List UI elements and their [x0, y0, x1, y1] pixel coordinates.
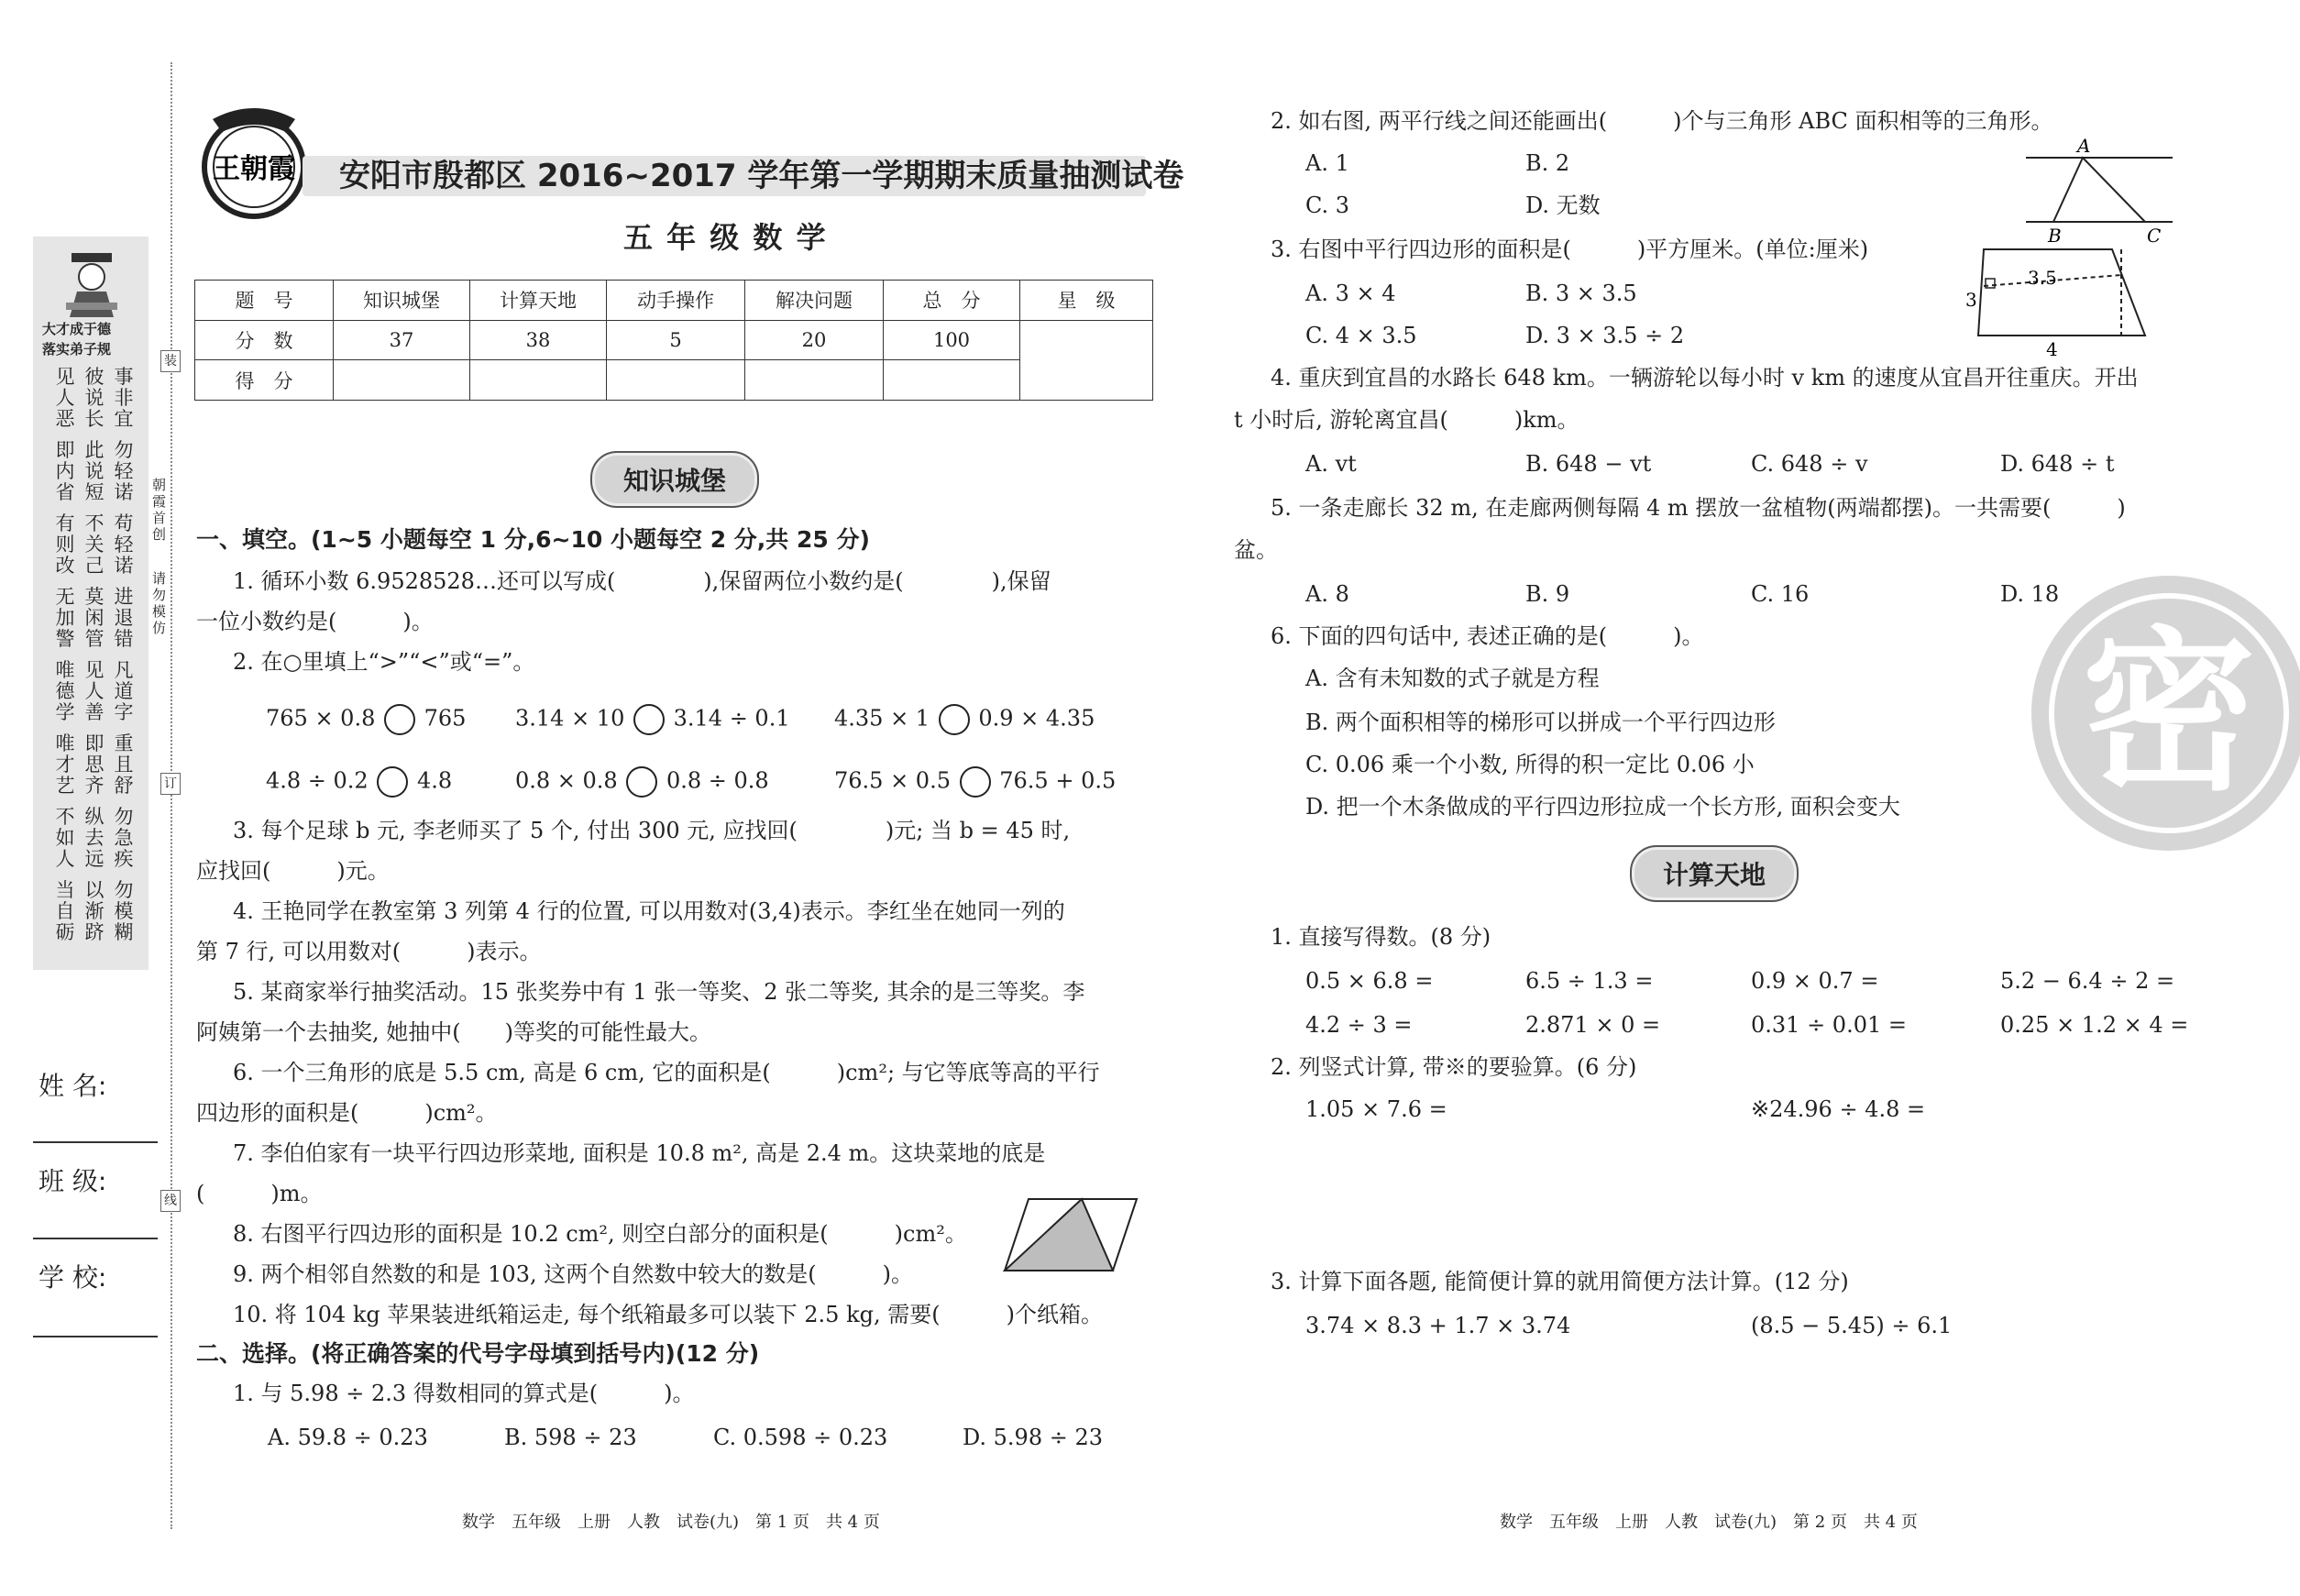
- compare-item: 4.35 × 1 0.9 × 4.35: [834, 704, 1095, 735]
- brand-logo: [194, 101, 314, 229]
- q5-line2: 阿姨第一个去抽奖, 她抽中( )等奖的可能性最大。: [196, 1019, 711, 1045]
- q9: 9. 两个相邻自然数的和是 103, 这两个自然数中较大的数是( )。: [233, 1261, 913, 1287]
- calc-q3: 3. 计算下面各题, 能简便计算的就用简便方法计算。(12 分): [1271, 1269, 1849, 1294]
- choice6: 6. 下面的四句话中, 表述正确的是( )。: [1271, 623, 1704, 649]
- name-label: 姓 名:: [39, 1071, 107, 1101]
- label-a: A: [2077, 136, 2091, 157]
- choice5-opt: C. 16: [1751, 581, 1810, 607]
- calc-q1: 1. 直接写得数。(8 分): [1271, 924, 1491, 950]
- motto-column: 见人恶: [55, 366, 75, 430]
- compare-item: 4.8 ÷ 0.2 4.8: [266, 766, 452, 798]
- compare-circle[interactable]: [377, 766, 408, 798]
- q8: 8. 右图平行四边形的面积是 10.2 cm², 则空白部分的面积是( )cm²。: [233, 1221, 967, 1247]
- choice1: 1. 与 5.98 ÷ 2.3 得数相同的算式是( )。: [233, 1381, 695, 1406]
- label-base: 4: [2046, 338, 2058, 359]
- footer-right: 数学 五年级 上册 人教 试卷(九) 第 2 页 共 4 页: [1500, 1513, 1918, 1532]
- label-b: B: [2048, 225, 2062, 246]
- motto-column: 即内省: [55, 439, 75, 503]
- calc-item: 0.5 × 6.8 =: [1305, 968, 1434, 994]
- q5-line1: 5. 某商家举行抽奖活动。15 张奖券中有 1 张一等奖、2 张二等奖, 其余的是三等奖。李: [233, 979, 1085, 1005]
- points-cell: 20: [745, 320, 884, 360]
- points-cell: 100: [884, 320, 1020, 360]
- choice5-opt: B. 9: [1525, 581, 1570, 607]
- part1-heading: 一、填空。(1~5 小题每空 1 分,6~10 小题每空 2 分,共 25 分): [196, 526, 870, 553]
- class-line[interactable]: [33, 1238, 158, 1239]
- got-cell[interactable]: [607, 360, 745, 401]
- got-cell[interactable]: [334, 360, 470, 401]
- calc-item: 1.05 × 7.6 =: [1305, 1096, 1447, 1122]
- logo-text: 王朝霞: [213, 153, 295, 185]
- choice4-opt: B. 648 − vt: [1525, 451, 1652, 477]
- compare-circle[interactable]: [626, 766, 657, 798]
- choice2-opt: B. 2: [1525, 150, 1570, 176]
- score-header: 总 分: [884, 281, 1020, 321]
- points-cell: 38: [470, 320, 607, 360]
- compare-circle[interactable]: [960, 766, 991, 798]
- calc-item: 3.74 × 8.3 + 1.7 × 3.74: [1305, 1313, 1571, 1338]
- motto-column: 不如人: [55, 806, 75, 870]
- choice5-opt: A. 8: [1305, 581, 1349, 607]
- triangle-figure: [2026, 136, 2173, 246]
- motto-column: 纵去远: [84, 806, 105, 870]
- calc-item: ※24.96 ÷ 4.8 =: [1751, 1096, 1926, 1122]
- motto-strip: [33, 237, 149, 970]
- calc-q2: 2. 列竖式计算, 带※的要验算。(6 分): [1271, 1054, 1637, 1080]
- choice4-opt: D. 648 ÷ t: [2000, 451, 2115, 477]
- q7-line2: ( )m。: [196, 1181, 323, 1206]
- choice3-opt: A. 3 × 4: [1305, 281, 1396, 306]
- side-note-2: 请勿模仿: [152, 570, 167, 636]
- motto-line-1: 大才成于德: [42, 321, 112, 337]
- compare-item: 0.8 × 0.8 0.8 ÷ 0.8: [515, 766, 769, 798]
- score-header: 动手操作: [607, 281, 745, 321]
- motto-column: 勿轻诺: [114, 439, 134, 503]
- scholar-icon: [55, 246, 128, 319]
- motto-column: 即思齐: [84, 732, 105, 797]
- calc-item: 4.2 ÷ 3 =: [1305, 1012, 1413, 1038]
- q6-line1: 6. 一个三角形的底是 5.5 cm, 高是 6 cm, 它的面积是( )cm²; 与它等底等高的平行: [233, 1060, 1100, 1085]
- choice4-opt: C. 648 ÷ v: [1751, 451, 1868, 477]
- class-label: 班 级:: [39, 1166, 107, 1196]
- choice2: 2. 如右图, 两平行线之间还能画出( )个与三角形 ABC 面积相等的三角形。: [1271, 108, 2053, 134]
- motto-column: 莫闲管: [84, 586, 105, 650]
- label-side: 3: [1965, 289, 1977, 311]
- choice4-opt: A. vt: [1305, 451, 1357, 477]
- choice2-opt: A. 1: [1305, 150, 1349, 176]
- motto-column: 见人善: [84, 659, 105, 723]
- stamp-char: 密: [2081, 611, 2256, 814]
- motto-column: 重且舒: [114, 732, 134, 797]
- choice1-opt: A. 59.8 ÷ 0.23: [268, 1425, 428, 1450]
- calc-item: 0.31 ÷ 0.01 =: [1751, 1012, 1907, 1038]
- motto-column: 勿模糊: [114, 879, 134, 943]
- choice4-line1: 4. 重庆到宜昌的水路长 648 km。一辆游轮以每小时 v km 的速度从宜昌开往重庆。开出: [1271, 365, 2139, 391]
- motto-column: 凡道字: [114, 659, 134, 723]
- motto-column: 以渐跻: [84, 879, 105, 943]
- choice3-opt: D. 3 × 3.5 ÷ 2: [1525, 323, 1685, 348]
- q6-line2: 四边形的面积是( )cm²。: [196, 1100, 498, 1126]
- parallelogram-figure-2: [1965, 240, 2149, 359]
- choice3-opt: B. 3 × 3.5: [1525, 281, 1637, 306]
- q4-line2: 第 7 行, 可以用数对( )表示。: [196, 939, 542, 964]
- exam-title: 安阳市殷都区 2016~2017 学年第一学期期末质量抽测试卷: [339, 158, 1184, 194]
- secret-stamp: [2031, 576, 2300, 851]
- choice1-opt: D. 5.98 ÷ 23: [963, 1425, 1103, 1450]
- points-cell: 37: [334, 320, 470, 360]
- label-height: 3.5: [2028, 267, 2057, 289]
- school-label: 学 校:: [39, 1262, 107, 1293]
- choice6-opt: A. 含有未知数的式子就是方程: [1305, 666, 1600, 691]
- motto-column: 不关己: [84, 512, 105, 577]
- binding-mark-2: 订: [160, 773, 181, 795]
- compare-item: 76.5 × 0.5 76.5 + 0.5: [834, 766, 1116, 798]
- score-header: 知识城堡: [334, 281, 470, 321]
- score-header: 题 号: [195, 281, 334, 321]
- q3-line1: 3. 每个足球 b 元, 李老师买了 5 个, 付出 300 元, 应找回( )元; 当 b = 45 时,: [233, 818, 1071, 843]
- q4-line1: 4. 王艳同学在教室第 3 列第 4 行的位置, 可以用数对(3,4)表示。李红坐在她同一列的: [233, 898, 1065, 924]
- q2: 2. 在○里填上“>”“<”或“=”。: [233, 649, 535, 675]
- q1-line1: 1. 循环小数 6.9528528…还可以写成( ),保留两位小数约是( ),保留: [233, 568, 1051, 594]
- calc-item: 2.871 × 0 =: [1525, 1012, 1661, 1038]
- motto-column: 唯才艺: [55, 732, 75, 797]
- binding-mark-3: 线: [160, 1190, 181, 1212]
- section-badge-calc: 计算天地: [1630, 845, 1799, 902]
- exam-subtitle: 五 年 级 数 学: [623, 220, 828, 255]
- compare-item: 3.14 × 10 3.14 ÷ 0.1: [515, 704, 790, 735]
- q1-line2: 一位小数约是( )。: [196, 609, 434, 634]
- side-note-1: 朝霞首创: [152, 477, 167, 543]
- motto-column: 苟轻诺: [114, 512, 134, 577]
- choice2-opt: D. 无数: [1525, 193, 1601, 218]
- score-header: 计算天地: [470, 281, 607, 321]
- calc-item: 5.2 − 6.4 ÷ 2 =: [2000, 968, 2175, 994]
- binding-mark-1: 装: [160, 350, 181, 372]
- choice1-opt: C. 0.598 ÷ 0.23: [713, 1425, 888, 1450]
- calc-item: 0.25 × 1.2 × 4 =: [2000, 1012, 2189, 1038]
- choice6-opt: B. 两个面积相等的梯形可以拼成一个平行四边形: [1305, 710, 1776, 735]
- score-table: [194, 280, 1153, 401]
- points-cell: 5: [607, 320, 745, 360]
- compare-circle[interactable]: [384, 704, 415, 735]
- choice5-opt: D. 18: [2000, 581, 2060, 607]
- part2-heading: 二、选择。(将正确答案的代号字母填到括号内)(12 分): [196, 1340, 760, 1367]
- motto-column: 彼说长: [84, 366, 105, 430]
- motto-column: 此说短: [84, 439, 105, 503]
- choice5-line2: 盆。: [1234, 537, 1278, 563]
- choice2-opt: C. 3: [1305, 193, 1350, 218]
- got-cell[interactable]: [745, 360, 884, 401]
- compare-circle[interactable]: [939, 704, 970, 735]
- score-header: 解决问题: [745, 281, 884, 321]
- motto-column: 当自砺: [55, 879, 75, 943]
- choice3-opt: C. 4 × 3.5: [1305, 323, 1417, 348]
- motto-line-2: 落实弟子规: [42, 341, 112, 358]
- calc-item: 0.9 × 0.7 =: [1751, 968, 1879, 994]
- calc-item: (8.5 − 5.45) ÷ 6.1: [1751, 1313, 1953, 1338]
- choice5-line1: 5. 一条走廊长 32 m, 在走廊两侧每隔 4 m 摆放一盆植物(两端都摆)。一共需要( ): [1271, 495, 2126, 521]
- compare-circle[interactable]: [633, 704, 665, 735]
- choice6-opt: C. 0.06 乘一个小数, 所得的积一定比 0.06 小: [1305, 752, 1755, 777]
- binding-line: [171, 62, 172, 1529]
- motto-column: 进退错: [114, 586, 134, 650]
- motto-column: 唯德学: [55, 659, 75, 723]
- footer-left: 数学 五年级 上册 人教 试卷(九) 第 1 页 共 4 页: [462, 1513, 880, 1532]
- name-line[interactable]: [33, 1141, 158, 1143]
- choice4-line2: t 小时后, 游轮离宜昌( )km。: [1234, 407, 1579, 433]
- score-header: 星 级: [1020, 281, 1153, 321]
- compare-item: 765 × 0.8 765: [266, 704, 466, 735]
- motto-column: 勿急疾: [114, 806, 134, 870]
- motto-column: 事非宜: [114, 366, 134, 430]
- label-c: C: [2147, 225, 2162, 246]
- choice1-opt: B. 598 ÷ 23: [504, 1425, 637, 1450]
- choice3: 3. 右图中平行四边形的面积是( )平方厘米。(单位:厘米): [1271, 237, 1869, 262]
- got-cell[interactable]: [884, 360, 1020, 401]
- star-cell[interactable]: [1020, 320, 1153, 400]
- calc-item: 6.5 ÷ 1.3 =: [1525, 968, 1654, 994]
- motto-column: 有则改: [55, 512, 75, 577]
- section-badge-knowledge: 知识城堡: [590, 451, 759, 508]
- got-cell[interactable]: [470, 360, 607, 401]
- points-label: 分 数: [195, 320, 334, 360]
- q7-line1: 7. 李伯伯家有一块平行四边形菜地, 面积是 10.8 m², 高是 2.4 m。这块菜地的底是: [233, 1140, 1046, 1166]
- parallelogram-figure: [1003, 1195, 1140, 1274]
- motto-column: 无加警: [55, 586, 75, 650]
- choice6-opt: D. 把一个木条做成的平行四边形拉成一个长方形, 面积会变大: [1305, 794, 1900, 820]
- q3-line2: 应找回( )元。: [196, 858, 390, 884]
- got-label: 得 分: [195, 360, 334, 401]
- school-line[interactable]: [33, 1336, 158, 1337]
- q10: 10. 将 104 kg 苹果装进纸箱运走, 每个纸箱最多可以装下 2.5 kg, 需要( )个纸箱。: [233, 1302, 1103, 1327]
